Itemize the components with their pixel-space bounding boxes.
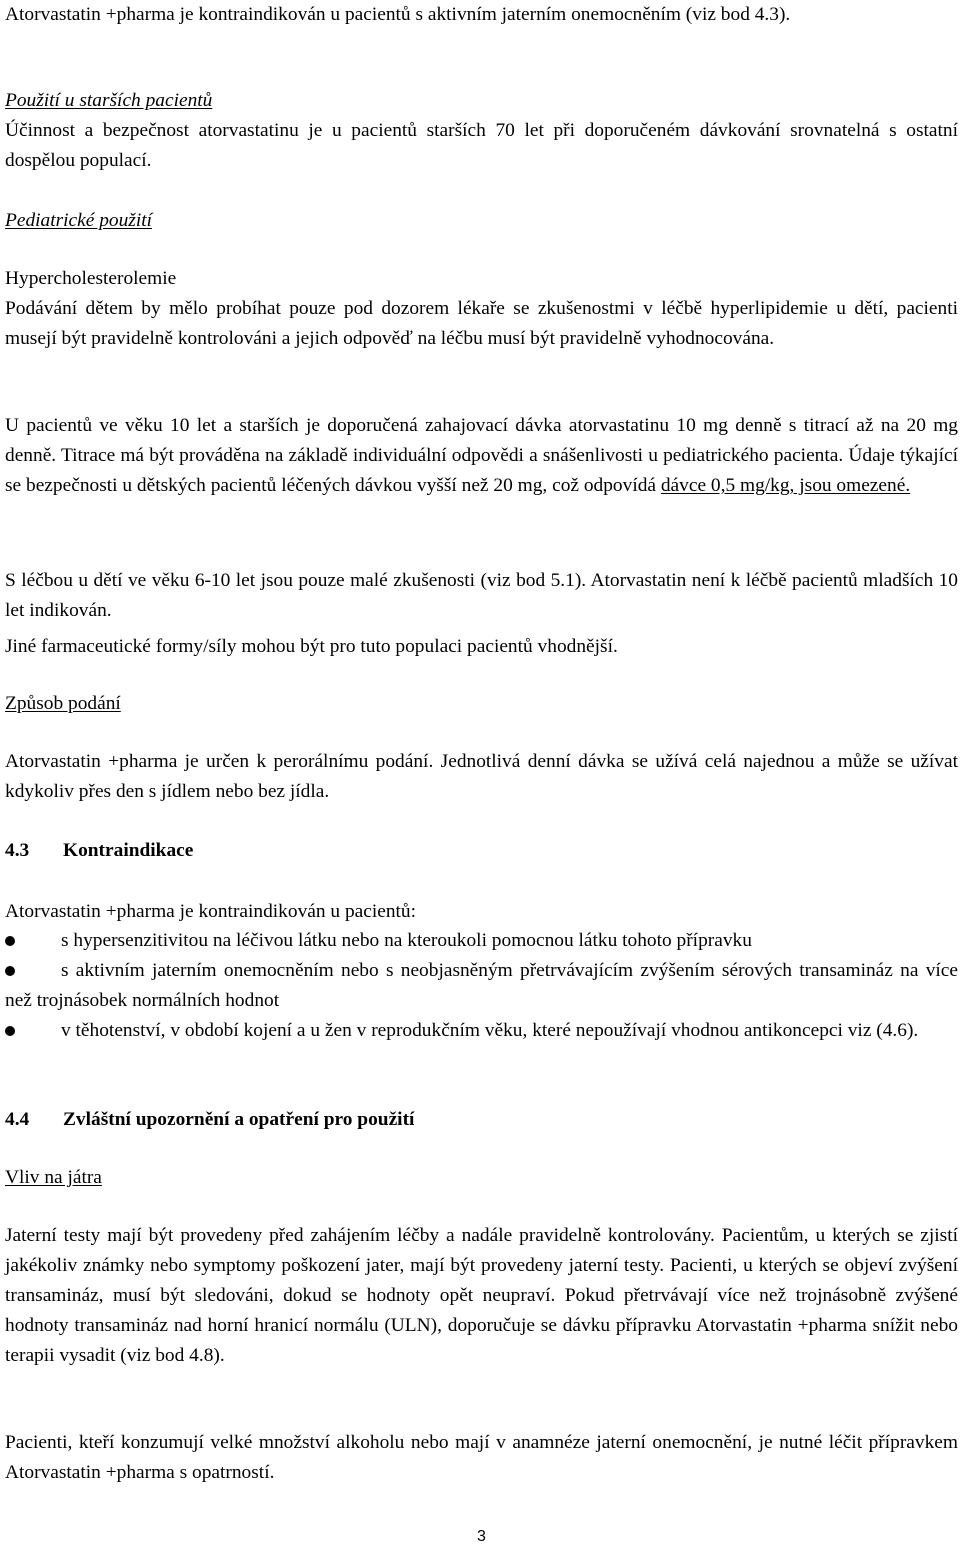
section-4-3-title: Kontraindikace	[63, 840, 194, 861]
section-4-4-heading	[5, 1105, 414, 1135]
liver-paragraph-2: Pacienti, kteří konzumují velké množství alkoholu nebo mají v anamnéze jaterní onemocnění, je nutné léčit přípravkem Atorvastatin +pharma s opatrností.	[5, 1432, 958, 1483]
pediatric-paragraph-2	[5, 411, 958, 501]
contraindication-text: v těhotenství, v období kojení a u žen v reprodukčním věku, které nepoužívají vhodnou antikoncepci viz (4.6).	[61, 1020, 919, 1041]
pediatric-subheading: Hypercholesterolemie	[5, 268, 177, 289]
page-number: 3	[477, 1528, 486, 1545]
contraindication-item	[5, 956, 958, 1016]
contraindication-text: s aktivním jaterním onemocněním nebo s neobjasněným přetrvávajícím zvýšením sérových transamináz na více než trojnásobek normálních hodnot	[5, 960, 958, 1011]
pediatric-paragraph-1: Podávání dětem by mělo probíhat pouze pod dozorem lékaře se zkušenostmi v léčbě hyperlipidemie u dětí, pacienti musejí být pravidelně kontrolováni a jejich odpověď na léčbu musí být pravidelně vyhodnocována.	[5, 298, 958, 349]
contraindication-item	[5, 926, 958, 956]
contraindication-item	[5, 1016, 958, 1046]
liver-paragraph-1: Jaterní testy mají být provedeny před zahájením léčby a nadále pravidelně kontrolovány. Pacientům, u kterých se zjistí jakékoliv známky nebo symptomy poškození jater, mají být provedeny jaterní testy. Pacienti, u kterých se objeví zvýšení transamináz, musí být sledováni, dokud se hodnoty opět neupraví. Pokud přetrvávají více než trojnásobně zvýšené hodnoty transamináz nad horní hranicí normálu (ULN), doporučuje se dávku přípravku Atorvastatin +pharma snížit nebo terapii vysadit (viz bod 4.8).	[5, 1225, 958, 1366]
administration-paragraph: Atorvastatin +pharma je určen k perorálnímu podání. Jednotlivá denní dávka se užívá celá najednou a může se užívat kdykoliv přes den s jídlem nebo bez jídla.	[5, 751, 958, 802]
bullet-icon	[5, 1026, 15, 1036]
elderly-paragraph: Účinnost a bezpečnost atorvastatinu je u pacientů starších 70 let při doporučeném dávkování srovnatelná s ostatní dospělou populací.	[5, 120, 958, 171]
pediatric-paragraph-2-underlined: dávce 0,5 mg/kg, jsou omezené.	[660, 475, 911, 496]
pediatric-paragraph-3: S léčbou u dětí ve věku 6-10 let jsou pouze malé zkušenosti (viz bod 5.1). Atorvastatin není k léčbě pacientů mladších 10 let indikován.	[5, 570, 958, 621]
elderly-heading: Použití u starších pacientů	[5, 90, 213, 111]
liver-heading: Vliv na játra	[5, 1167, 102, 1188]
section-4-3-heading	[5, 836, 193, 866]
bullet-icon	[5, 966, 15, 976]
pediatric-paragraph-4: Jiné farmaceutické formy/síly mohou být pro tuto populaci pacientů vhodnější.	[5, 636, 618, 657]
contraindication-lead: Atorvastatin +pharma je kontraindikován u pacientů:	[5, 901, 417, 922]
section-4-4-title: Zvláštní upozornění a opatření pro použití	[63, 1109, 415, 1130]
pediatric-paragraph-2-text: U pacientů ve věku 10 let a starších je doporučená zahajovací dávka atorvastatinu 10 mg denně s titrací až na 20 mg denně. Titrace má být prováděna na základě individuální odpovědi a snášenlivosti u pediatrického pacienta. Údaje týkající se bezpečnosti u dětských pacientů léčených dávkou vyšší než 20 mg, což odpovídá	[5, 415, 958, 496]
section-4-4-number: 4.4	[5, 1109, 30, 1130]
intro-paragraph: Atorvastatin +pharma je kontraindikován u pacientů s aktivním jaterním onemocněním (viz bod 4.3).	[5, 4, 791, 25]
pediatric-heading: Pediatrické použití	[5, 210, 153, 231]
contraindication-text: s hypersenzitivitou na léčivou látku nebo na kteroukoli pomocnou látku tohoto přípravku	[61, 930, 752, 951]
bullet-icon	[5, 936, 15, 946]
section-4-3-number: 4.3	[5, 840, 30, 861]
administration-heading: Způsob podání	[5, 693, 121, 714]
